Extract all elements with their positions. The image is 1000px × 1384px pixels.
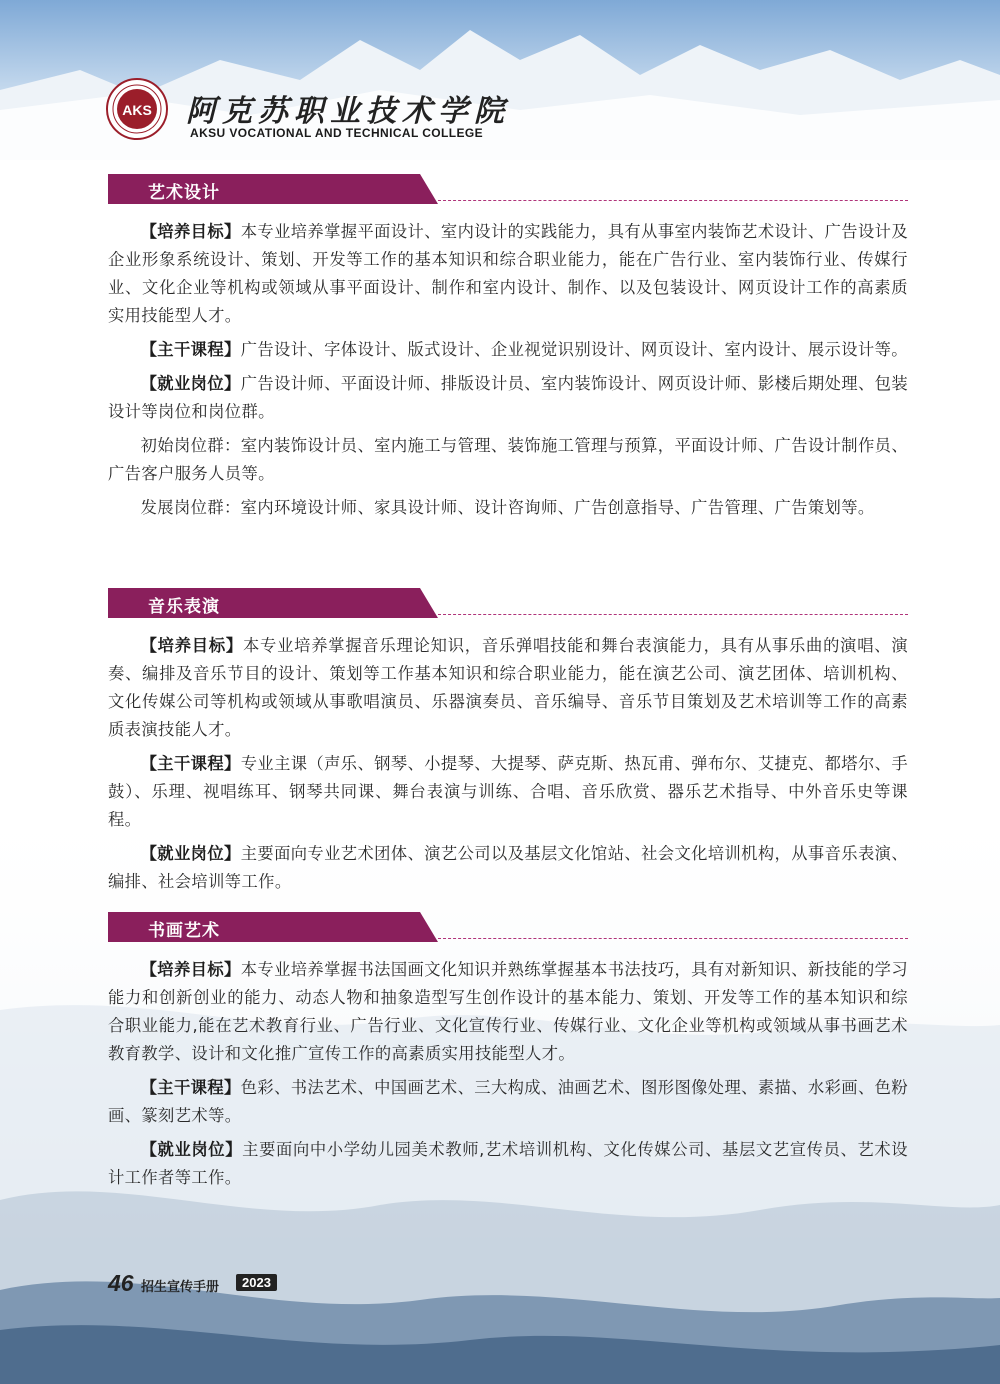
paragraph	[108, 840, 908, 896]
paragraph-tag: 【就业岗位】	[140, 1140, 243, 1159]
section-title: 艺术设计	[148, 183, 220, 203]
brochure-label: 招生宣传手册	[141, 1280, 220, 1295]
paragraph-tag: 【主干课程】	[140, 754, 241, 773]
paragraph-text: 本专业培养掌握平面设计、室内设计的实践能力，具有从事室内装饰艺术设计、广告设计及企业形象系统设计、策划、开发等工作的基本知识和综合职业能力，能在广告行业、室内装饰行业、传媒行业、文化企业等机构或领域从事平面设计、制作和室内设计、制作、以及包装设计、网页设计工作的高素质实用技能型人才。	[108, 222, 908, 325]
section-divider	[438, 938, 908, 939]
paragraph-tag: 【培养目标】	[140, 222, 241, 241]
paragraph	[108, 956, 908, 1068]
section-header	[108, 588, 908, 618]
section-calligraphy-painting	[108, 912, 908, 1192]
paragraph	[108, 632, 908, 744]
paragraph-tag: 【培养目标】	[140, 636, 243, 655]
paragraph-text: 主要面向专业艺术团体、演艺公司以及基层文化馆站、社会文化培训机构，从事音乐表演、编排、社会培训等工作。	[108, 844, 908, 891]
paragraph-tag: 【就业岗位】	[140, 374, 241, 393]
paragraph-tag: 【就业岗位】	[140, 844, 241, 863]
paragraph-tag: 【主干课程】	[140, 340, 241, 359]
paragraph-text: 本专业培养掌握书法国画文化知识并熟练掌握基本书法技巧，具有对新知识、新技能的学习能力和创新创业的能力、动态人物和抽象造型写生创作设计的基本能力、策划、开发等工作的基本知识和综合职业能力,能在艺术教育行业、广告行业、文化宣传行业、传媒行业、文化企业等机构或领域从事书画艺术教育教学、设计和文化推广宣传工作的高素质实用技能型人才。	[108, 960, 908, 1063]
paragraph-text: 色彩、书法艺术、中国画艺术、三大构成、油画艺术、图形图像处理、素描、水彩画、色粉画、篆刻艺术等。	[108, 1078, 908, 1125]
paragraph-text: 初始岗位群：室内装饰设计员、室内施工与管理、装饰施工管理与预算，平面设计师、广告设计制作员、广告客户服务人员等。	[108, 436, 908, 483]
paragraph-text: 发展岗位群：室内环境设计师、家具设计师、设计咨询师、广告创意指导、广告管理、广告策划等。	[140, 498, 875, 517]
paragraph-tag: 【培养目标】	[140, 960, 241, 979]
logo-text: AKS	[122, 102, 152, 118]
paragraph-text: 主要面向中小学幼儿园美术教师,艺术培训机构、文化传媒公司、基层文艺宣传员、艺术设计工作者等工作。	[108, 1140, 908, 1187]
paragraph-text: 本专业培养掌握音乐理论知识，音乐弹唱技能和舞台表演能力，具有从事乐曲的演唱、演奏、编排及音乐节目的设计、策划等工作基本知识和综合职业能力，能在演艺公司、演艺团体、培训机构、文化传媒公司等机构或领域从事歌唱演员、乐器演奏员、音乐编导、音乐节目策划及艺术培训等工作的高素质表演技能人才。	[108, 636, 908, 739]
page-header	[0, 0, 1000, 160]
section-divider	[438, 200, 908, 201]
paragraph	[108, 1074, 908, 1130]
paragraph	[108, 336, 908, 364]
paragraph	[108, 432, 908, 488]
paragraph-text: 广告设计师、平面设计师、排版设计员、室内装饰设计、网页设计师、影楼后期处理、包装设计等岗位和岗位群。	[108, 374, 908, 421]
section-divider	[438, 614, 908, 615]
paragraph	[108, 494, 908, 522]
paragraph	[108, 218, 908, 330]
paragraph-text: 广告设计、字体设计、版式设计、企业视觉识别设计、网页设计、室内设计、展示设计等。	[240, 340, 908, 359]
paragraph	[108, 750, 908, 834]
paragraph-text: 专业主课（声乐、钢琴、小提琴、大提琴、萨克斯、热瓦甫、弹布尔、艾捷克、都塔尔、手鼓）、乐理、视唱练耳、钢琴共同课、舞台表演与训练、合唱、音乐欣赏、器乐艺术指导、中外音乐史等课程。	[108, 754, 908, 829]
college-name-cn: 阿克苏职业技术学院	[186, 94, 510, 129]
section-header	[108, 912, 908, 942]
section-art-design	[108, 174, 908, 522]
section-music-performance	[108, 588, 908, 896]
paragraph	[108, 370, 908, 426]
paragraph	[108, 1136, 908, 1192]
section-header	[108, 174, 908, 204]
brochure-year: 2023	[236, 1274, 277, 1291]
page-number: 46	[108, 1270, 134, 1296]
section-title: 书画艺术	[148, 921, 220, 941]
section-title: 音乐表演	[148, 597, 220, 617]
college-logo-icon	[106, 78, 168, 140]
college-name-en: AKSU VOCATIONAL AND TECHNICAL COLLEGE	[190, 126, 484, 140]
paragraph-tag: 【主干课程】	[140, 1078, 241, 1097]
